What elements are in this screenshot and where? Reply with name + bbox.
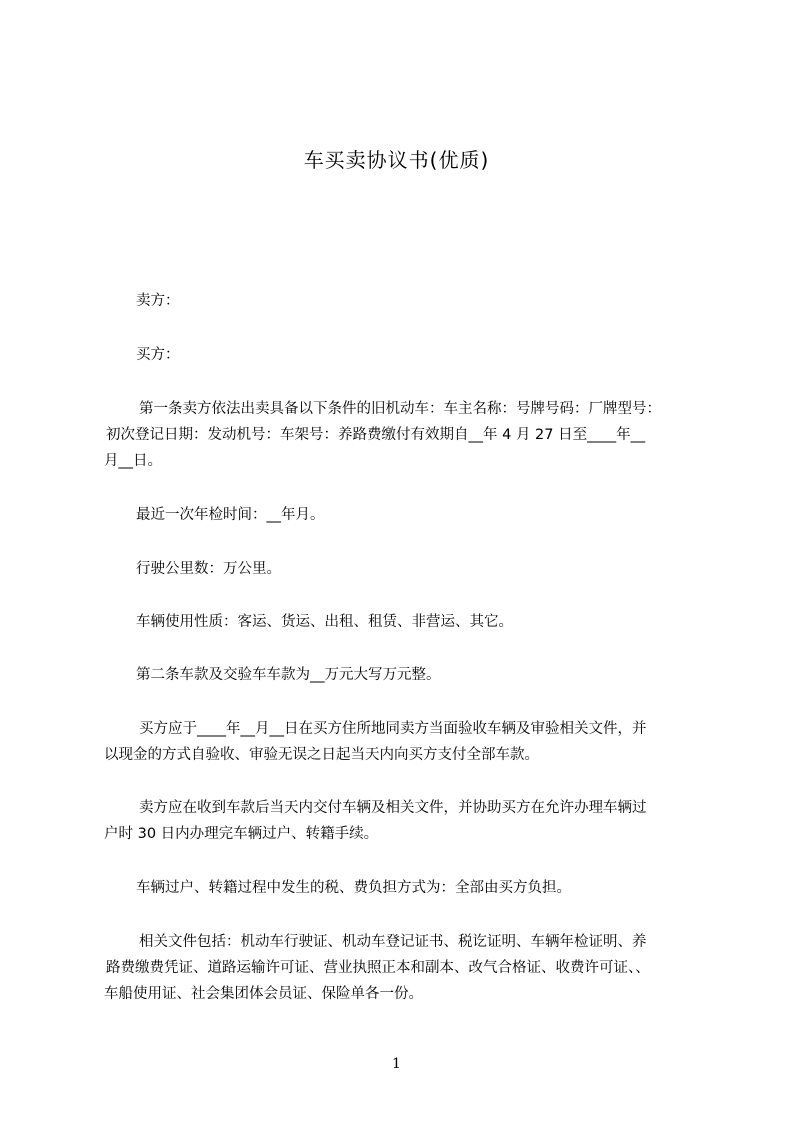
paragraph-line: 车船使用证、社会集团体会员证、保险单各一份。 [104,986,423,1002]
paragraph-line: 月__日。 [104,453,162,469]
paragraph-article-2 [104,662,701,688]
paragraph-line: 户时 30 日内办理完车辆过户、转籍手续。 [104,826,379,842]
paragraph-payment [104,716,701,768]
page-number: 1 [392,1056,401,1072]
paragraph-line: 初次登记日期：发动机号：车架号：养路费缴付有效期自__年 4 月 27 日至____年__ [106,427,646,443]
paragraph-line: 车辆过户、转籍过程中发生的税、费负担方式为：全部由买方负担。 [136,880,571,896]
paragraph-documents [104,929,701,1007]
paragraph-line: 路费缴费凭证、道路运输许可证、营业执照正本和副本、改气合格证、收费许可证、、 [106,960,650,976]
paragraph-seller [104,288,701,314]
paragraph-inspection-date [104,502,701,528]
paragraph-line: 最近一次年检时间：__年月。 [136,507,325,523]
paragraph-line: 第一条卖方依法出卖具备以下条件的旧机动车：车主名称：号牌号码：厂牌型号： [139,401,661,417]
document-title: 车买卖协议书(优质) [303,148,490,172]
paragraph-usage-type [104,609,701,635]
paragraph-line: 买方： [136,347,180,363]
paragraph-tax-burden [104,875,701,901]
paragraph-line: 第二条车款及交验车车款为__万元大写万元整。 [136,667,441,683]
paragraph-line: 卖方应在收到车款后当天内交付车辆及相关文件，并协助买方在允许办理车辆过 [139,800,647,816]
paragraph-line: 相关文件包括：机动车行驶证、机动车登记证书、税讫证明、车辆年检证明、养 [139,934,647,950]
paragraph-delivery [104,795,701,847]
paragraph-article-1 [104,396,701,474]
paragraph-line: 行驶公里数：万公里。 [136,561,281,577]
paragraph-mileage [104,556,701,582]
paragraph-line: 车辆使用性质：客运、货运、出租、租赁、非营运、其它。 [136,614,513,630]
paragraph-buyer [104,342,701,368]
paragraph-line: 买方应于____年__月__日在买方住所地同卖方当面验收车辆及审验相关文件，并 [139,721,647,737]
paragraph-line: 卖方： [136,293,180,309]
paragraph-line: 以现金的方式自验收、审验无误之日起当天内向买方支付全部车款。 [104,747,539,763]
